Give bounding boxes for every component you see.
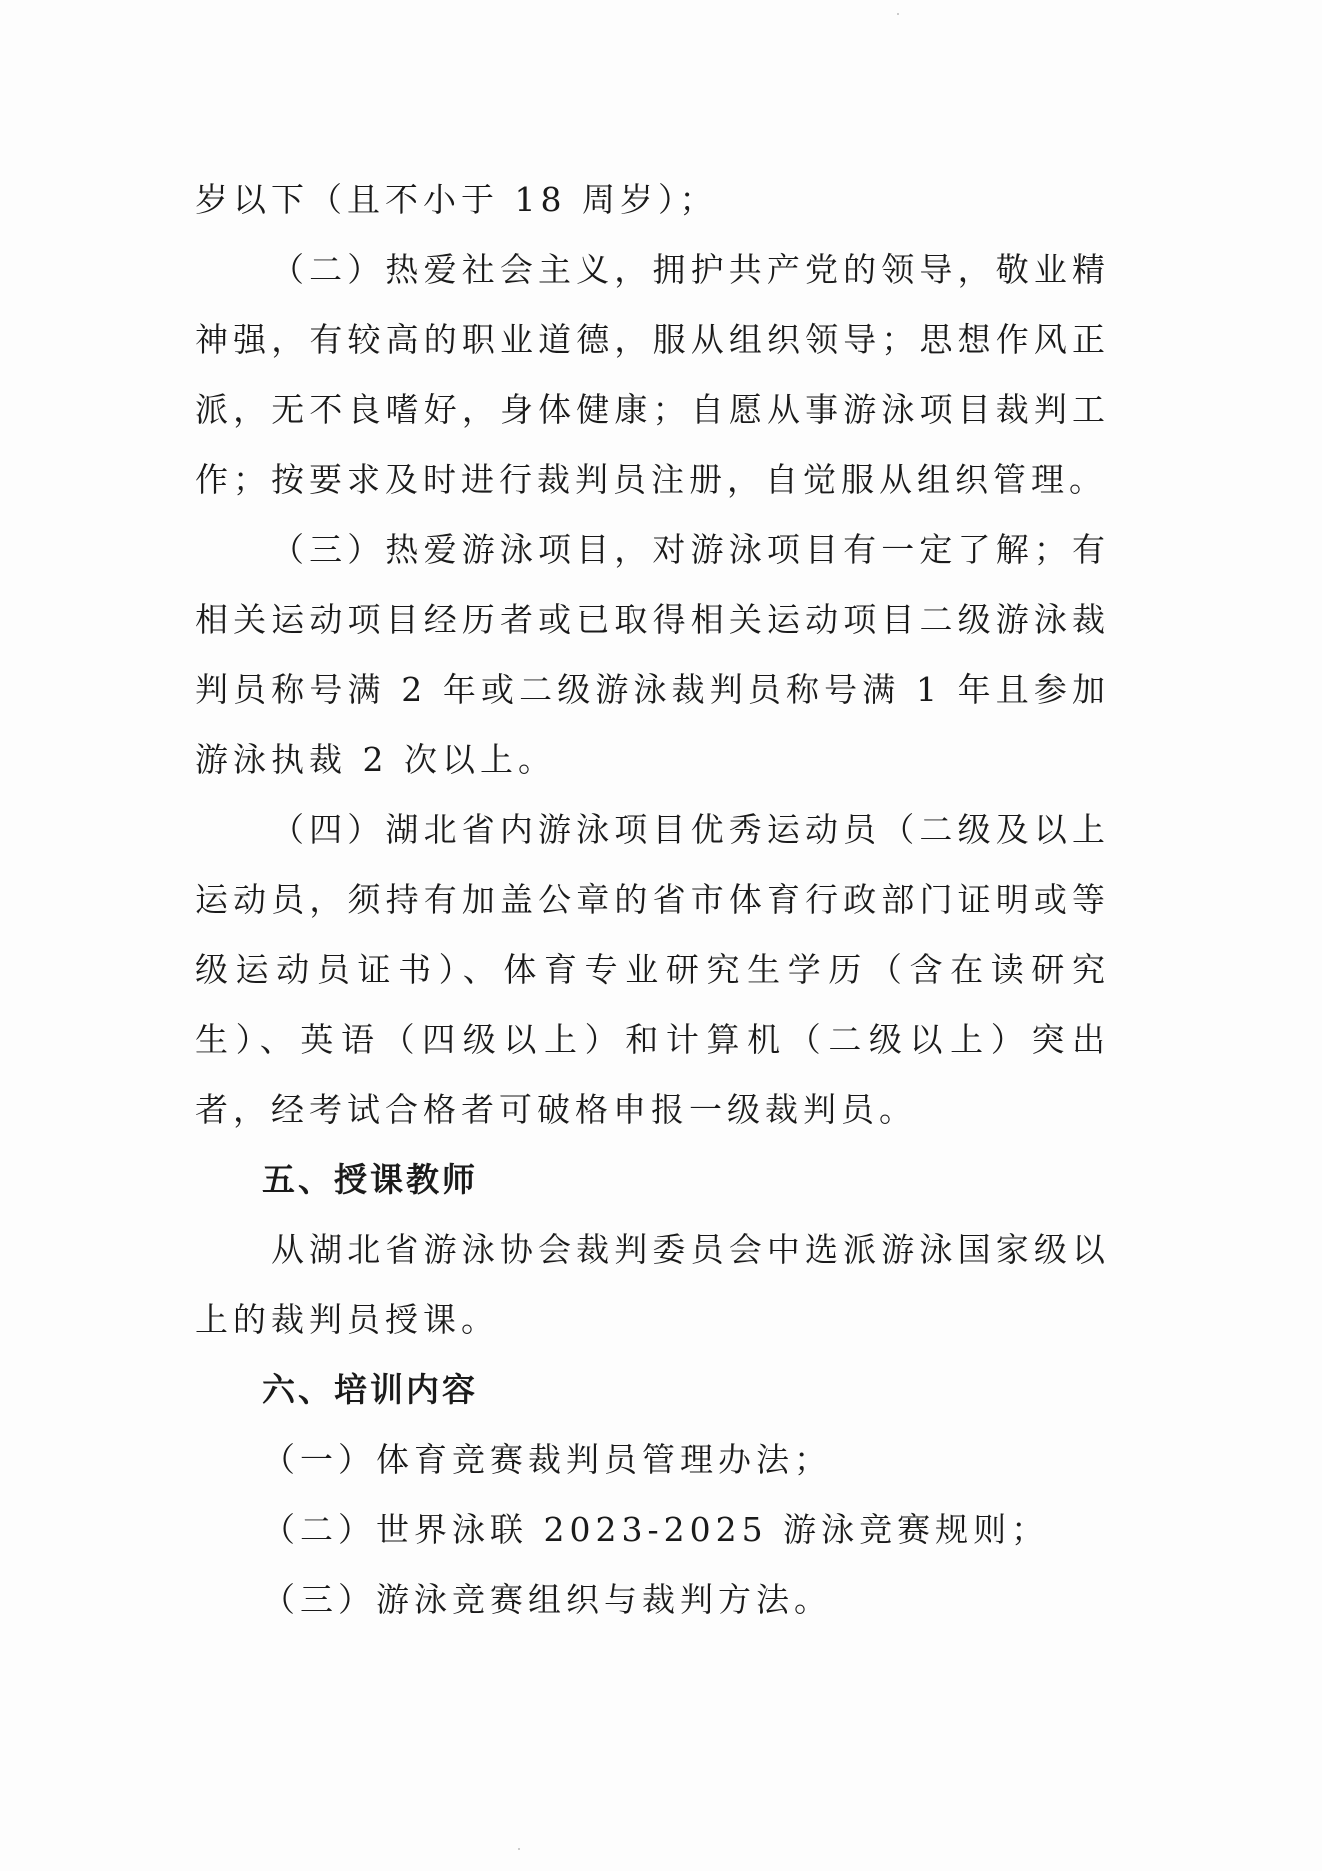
- paragraph-requirement-2: （二）热爱社会主义，拥护共产党的领导，敬业精神强，有较高的职业道德，服从组织领导；思想作风正派，无不良嗜好，身体健康；自愿从事游泳项目裁判工作；按要求及时进行裁判员注册，自觉服从组织管理。: [195, 250, 1110, 499]
- training-item-1: （一）体育竞赛裁判员管理办法；: [262, 1440, 832, 1479]
- section-heading-instructors: 五、授课教师: [262, 1160, 478, 1199]
- paragraph-age-requirement: 岁以下（且不小于 18 周岁）；: [195, 180, 718, 219]
- paragraph-requirement-4: （四）湖北省内游泳项目优秀运动员（二级及以上运动员，须持有加盖公章的省市体育行政部门证明或等级运动员证书）、体育专业研究生学历（含在读研究生）、英语（四级以上）和计算机（二级以上）突出者，经考试合格者可破格申报一级裁判员。: [195, 810, 1110, 1129]
- paragraph-instructors: 从湖北省游泳协会裁判委员会中选派游泳国家级以上的裁判员授课。: [195, 1230, 1110, 1339]
- paragraph-requirement-3: （三）热爱游泳项目，对游泳项目有一定了解；有相关运动项目经历者或已取得相关运动项目二级游泳裁判员称号满 2 年或二级游泳裁判员称号满 1 年且参加游泳执裁 2 次以上。: [195, 530, 1110, 779]
- scan-speck: [897, 13, 899, 15]
- training-item-3: （三）游泳竞赛组织与裁判方法。: [262, 1580, 832, 1619]
- training-item-2: （二）世界泳联 2023-2025 游泳竞赛规则；: [262, 1510, 1050, 1549]
- section-heading-training-content: 六、培训内容: [262, 1370, 478, 1409]
- scan-speck: [518, 1848, 520, 1850]
